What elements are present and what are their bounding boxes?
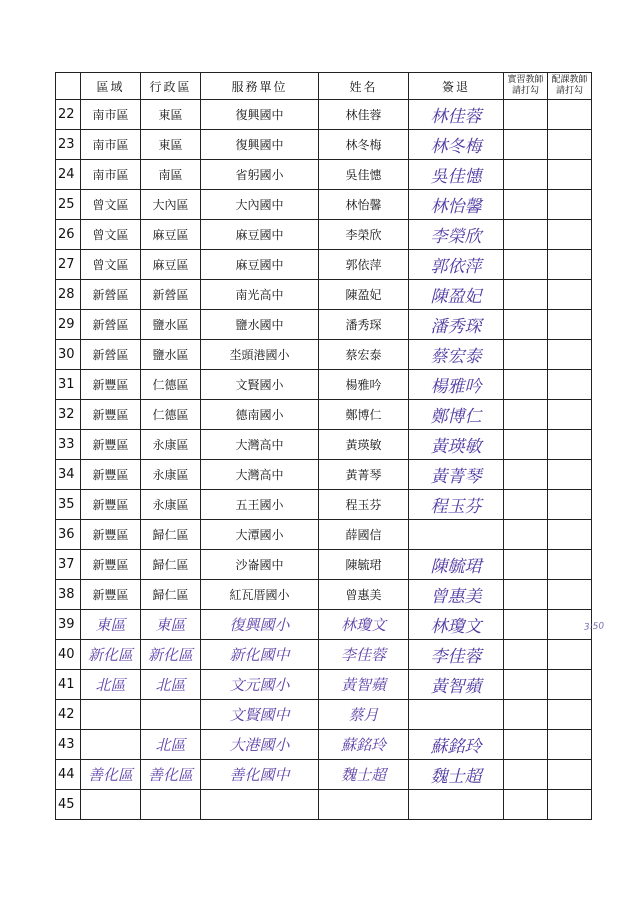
mentor-checkbox-cell[interactable] (548, 280, 592, 310)
mentor-checkbox-cell[interactable] (548, 700, 592, 730)
area-cell: 南市區 (81, 100, 141, 130)
name-cell: 黃菁琴 (319, 460, 409, 490)
area-cell: 南市區 (81, 130, 141, 160)
name-cell: 潘秀琛 (319, 310, 409, 340)
sign-out-sheet (55, 72, 591, 827)
row-number: 36 (56, 520, 81, 550)
name-cell: 魏士超 (319, 760, 409, 790)
signature-cell: 潘秀琛 (409, 310, 504, 340)
table-row (56, 670, 592, 700)
table-row (56, 130, 592, 160)
header-row (56, 73, 592, 100)
area-cell: 新營區 (81, 310, 141, 340)
unit-cell: 大內國中 (201, 190, 319, 220)
row-number: 37 (56, 550, 81, 580)
signature-cell: 陳毓珺 (409, 550, 504, 580)
area-cell: 新豐區 (81, 370, 141, 400)
area-cell: 新豐區 (81, 490, 141, 520)
mentor-checkbox-cell[interactable] (548, 640, 592, 670)
unit-cell: 大潭國小 (201, 520, 319, 550)
signature-cell: 李佳蓉 (409, 640, 504, 670)
district-cell: 新營區 (141, 280, 201, 310)
unit-cell: 文賢國中 (201, 700, 319, 730)
mentor-checkbox-cell[interactable] (548, 190, 592, 220)
signature-cell: 黃菁琴 (409, 460, 504, 490)
mentor-checkbox-cell[interactable] (548, 250, 592, 280)
table-row (56, 580, 592, 610)
table-row (56, 250, 592, 280)
area-cell: 北區 (81, 670, 141, 700)
intern-checkbox-cell[interactable] (504, 460, 548, 490)
name-cell: 鄭博仁 (319, 400, 409, 430)
area-cell: 曾文區 (81, 190, 141, 220)
district-cell: 大內區 (141, 190, 201, 220)
row-number: 30 (56, 340, 81, 370)
header-sign: 簽退 (409, 73, 504, 100)
unit-cell: 德南國小 (201, 400, 319, 430)
name-cell: 蔡月 (319, 700, 409, 730)
table-row (56, 160, 592, 190)
area-cell: 新化區 (81, 640, 141, 670)
mentor-checkbox-cell[interactable] (548, 550, 592, 580)
unit-cell: 大港國小 (201, 730, 319, 760)
table-row (56, 490, 592, 520)
signature-cell: 林瓊文 (409, 610, 504, 640)
intern-checkbox-cell[interactable] (504, 370, 548, 400)
name-cell: 李榮欣 (319, 220, 409, 250)
name-cell: 林冬梅 (319, 130, 409, 160)
intern-checkbox-cell[interactable] (504, 310, 548, 340)
district-cell: 麻豆區 (141, 220, 201, 250)
signature-cell: 曾惠美 (409, 580, 504, 610)
unit-cell: 善化國中 (201, 760, 319, 790)
header-area: 區域 (81, 73, 141, 100)
signature-cell: 林怡馨 (409, 190, 504, 220)
mentor-checkbox-cell[interactable] (548, 760, 592, 790)
mentor-checkbox-cell[interactable] (548, 430, 592, 460)
mentor-checkbox-cell[interactable] (548, 340, 592, 370)
name-cell (319, 790, 409, 820)
mentor-checkbox-cell[interactable] (548, 370, 592, 400)
row-number: 24 (56, 160, 81, 190)
intern-checkbox-cell[interactable] (504, 340, 548, 370)
unit-cell: 麻豆國中 (201, 250, 319, 280)
row-number: 41 (56, 670, 81, 700)
table-row (56, 760, 592, 790)
table-row (56, 790, 592, 820)
intern-checkbox-cell[interactable] (504, 670, 548, 700)
area-cell (81, 700, 141, 730)
table-row (56, 520, 592, 550)
row-number: 42 (56, 700, 81, 730)
mentor-checkbox-cell[interactable] (548, 520, 592, 550)
mentor-checkbox-cell[interactable] (548, 130, 592, 160)
district-cell: 鹽水區 (141, 340, 201, 370)
area-cell: 南市區 (81, 160, 141, 190)
table-row (56, 220, 592, 250)
row-number: 43 (56, 730, 81, 760)
district-cell: 永康區 (141, 490, 201, 520)
intern-checkbox-cell[interactable] (504, 490, 548, 520)
table-body (56, 100, 592, 820)
name-cell: 薛國信 (319, 520, 409, 550)
district-cell: 歸仁區 (141, 580, 201, 610)
row-number: 44 (56, 760, 81, 790)
table-row (56, 310, 592, 340)
intern-checkbox-cell[interactable] (504, 160, 548, 190)
header-no (56, 73, 81, 100)
mentor-checkbox-cell[interactable] (548, 220, 592, 250)
signature-cell (409, 790, 504, 820)
name-cell: 黃瑛敏 (319, 430, 409, 460)
district-cell: 歸仁區 (141, 520, 201, 550)
area-cell: 曾文區 (81, 220, 141, 250)
signature-cell (409, 700, 504, 730)
intern-checkbox-cell[interactable] (504, 100, 548, 130)
district-cell: 仁德區 (141, 400, 201, 430)
table-row (56, 460, 592, 490)
table-row (56, 550, 592, 580)
row-number: 33 (56, 430, 81, 460)
name-cell: 郭依萍 (319, 250, 409, 280)
signature-cell (409, 520, 504, 550)
row-number: 22 (56, 100, 81, 130)
unit-cell: 文賢國小 (201, 370, 319, 400)
district-cell: 永康區 (141, 460, 201, 490)
table-row (56, 190, 592, 220)
intern-checkbox-cell[interactable] (504, 250, 548, 280)
row-number: 38 (56, 580, 81, 610)
header-unit: 服務單位 (201, 73, 319, 100)
district-cell: 歸仁區 (141, 550, 201, 580)
intern-checkbox-cell[interactable] (504, 190, 548, 220)
intern-checkbox-cell[interactable] (504, 640, 548, 670)
row-number: 25 (56, 190, 81, 220)
area-cell: 新豐區 (81, 550, 141, 580)
unit-cell: 復興國小 (201, 610, 319, 640)
district-cell: 麻豆區 (141, 250, 201, 280)
mentor-checkbox-cell[interactable] (548, 490, 592, 520)
row-number: 45 (56, 790, 81, 820)
intern-checkbox-cell[interactable] (504, 700, 548, 730)
unit-cell: 復興國中 (201, 130, 319, 160)
district-cell (141, 700, 201, 730)
row-number: 29 (56, 310, 81, 340)
area-cell: 新豐區 (81, 460, 141, 490)
signature-cell: 林佳蓉 (409, 100, 504, 130)
name-cell: 黃智蘋 (319, 670, 409, 700)
table-row (56, 370, 592, 400)
header-mentor: 配課教師 請打勾 (548, 73, 592, 100)
area-cell: 新豐區 (81, 580, 141, 610)
intern-checkbox-cell[interactable] (504, 580, 548, 610)
area-cell: 善化區 (81, 760, 141, 790)
mentor-checkbox-cell[interactable] (548, 310, 592, 340)
intern-checkbox-cell[interactable] (504, 220, 548, 250)
intern-checkbox-cell[interactable] (504, 760, 548, 790)
row-number: 39 (56, 610, 81, 640)
district-cell: 北區 (141, 730, 201, 760)
row-number: 27 (56, 250, 81, 280)
unit-cell: 鹽水國中 (201, 310, 319, 340)
name-cell: 李佳蓉 (319, 640, 409, 670)
row-number: 40 (56, 640, 81, 670)
name-cell: 林佳蓉 (319, 100, 409, 130)
name-cell: 陳毓珺 (319, 550, 409, 580)
table-row (56, 640, 592, 670)
name-cell: 曾惠美 (319, 580, 409, 610)
table-row (56, 730, 592, 760)
unit-cell: 坔頭港國小 (201, 340, 319, 370)
area-cell: 新營區 (81, 280, 141, 310)
area-cell: 東區 (81, 610, 141, 640)
unit-cell: 五王國小 (201, 490, 319, 520)
unit-cell: 紅瓦厝國小 (201, 580, 319, 610)
intern-checkbox-cell[interactable] (504, 400, 548, 430)
signature-cell: 蔡宏泰 (409, 340, 504, 370)
signature-cell: 鄭博仁 (409, 400, 504, 430)
name-cell: 蔡宏泰 (319, 340, 409, 370)
unit-cell: 南光高中 (201, 280, 319, 310)
area-cell: 曾文區 (81, 250, 141, 280)
mentor-checkbox-cell[interactable] (548, 160, 592, 190)
table-row (56, 280, 592, 310)
district-cell: 東區 (141, 130, 201, 160)
area-cell: 新豐區 (81, 400, 141, 430)
intern-checkbox-cell[interactable] (504, 790, 548, 820)
signature-cell: 魏士超 (409, 760, 504, 790)
signature-cell: 李榮欣 (409, 220, 504, 250)
table-row (56, 700, 592, 730)
table-row (56, 400, 592, 430)
name-cell: 林瓊文 (319, 610, 409, 640)
signature-cell: 蘇銘玲 (409, 730, 504, 760)
district-cell (141, 790, 201, 820)
signature-cell: 楊雅吟 (409, 370, 504, 400)
table-row (56, 100, 592, 130)
area-cell (81, 790, 141, 820)
signature-cell: 黃瑛敏 (409, 430, 504, 460)
unit-cell (201, 790, 319, 820)
district-cell: 永康區 (141, 430, 201, 460)
signature-cell: 林冬梅 (409, 130, 504, 160)
table-row (56, 430, 592, 460)
table-row (56, 340, 592, 370)
header-name: 姓名 (319, 73, 409, 100)
mentor-checkbox-cell[interactable] (548, 400, 592, 430)
unit-cell: 復興國中 (201, 100, 319, 130)
unit-cell: 沙崙國中 (201, 550, 319, 580)
district-cell: 善化區 (141, 760, 201, 790)
district-cell: 北區 (141, 670, 201, 700)
signature-cell: 陳盈妃 (409, 280, 504, 310)
name-cell: 蘇銘玲 (319, 730, 409, 760)
row-number: 31 (56, 370, 81, 400)
intern-checkbox-cell[interactable] (504, 550, 548, 580)
mentor-checkbox-cell[interactable] (548, 100, 592, 130)
intern-checkbox-cell[interactable] (504, 430, 548, 460)
unit-cell: 大灣高中 (201, 460, 319, 490)
area-cell: 新豐區 (81, 520, 141, 550)
signature-cell: 吳佳憓 (409, 160, 504, 190)
unit-cell: 麻豆國中 (201, 220, 319, 250)
header-district: 行政區 (141, 73, 201, 100)
signature-cell: 黃智蘋 (409, 670, 504, 700)
district-cell: 東區 (141, 100, 201, 130)
signature-cell: 程玉芬 (409, 490, 504, 520)
intern-checkbox-cell[interactable] (504, 130, 548, 160)
name-cell: 陳盈妃 (319, 280, 409, 310)
header-intern: 實習教師 請打勾 (504, 73, 548, 100)
intern-checkbox-cell[interactable] (504, 280, 548, 310)
district-cell: 鹽水區 (141, 310, 201, 340)
unit-cell: 新化國中 (201, 640, 319, 670)
area-cell: 新營區 (81, 340, 141, 370)
unit-cell: 文元國小 (201, 670, 319, 700)
signature-cell: 郭依萍 (409, 250, 504, 280)
district-cell: 東區 (141, 610, 201, 640)
name-cell: 楊雅吟 (319, 370, 409, 400)
mentor-checkbox-cell[interactable] (548, 460, 592, 490)
side-note: 3:50 (583, 621, 605, 633)
unit-cell: 省躬國小 (201, 160, 319, 190)
attendance-table (55, 72, 592, 820)
mentor-checkbox-cell[interactable] (548, 670, 592, 700)
area-cell (81, 730, 141, 760)
row-number: 35 (56, 490, 81, 520)
mentor-checkbox-cell[interactable] (548, 580, 592, 610)
area-cell: 新豐區 (81, 430, 141, 460)
district-cell: 新化區 (141, 640, 201, 670)
name-cell: 吳佳憓 (319, 160, 409, 190)
intern-checkbox-cell[interactable] (504, 730, 548, 760)
intern-checkbox-cell[interactable] (504, 520, 548, 550)
mentor-checkbox-cell[interactable] (548, 730, 592, 760)
district-cell: 仁德區 (141, 370, 201, 400)
row-number: 28 (56, 280, 81, 310)
unit-cell: 大灣高中 (201, 430, 319, 460)
name-cell: 林怡馨 (319, 190, 409, 220)
row-number: 26 (56, 220, 81, 250)
row-number: 34 (56, 460, 81, 490)
row-number: 23 (56, 130, 81, 160)
table-row (56, 610, 592, 640)
district-cell: 南區 (141, 160, 201, 190)
intern-checkbox-cell[interactable] (504, 610, 548, 640)
row-number: 32 (56, 400, 81, 430)
mentor-checkbox-cell[interactable] (548, 790, 592, 820)
name-cell: 程玉芬 (319, 490, 409, 520)
